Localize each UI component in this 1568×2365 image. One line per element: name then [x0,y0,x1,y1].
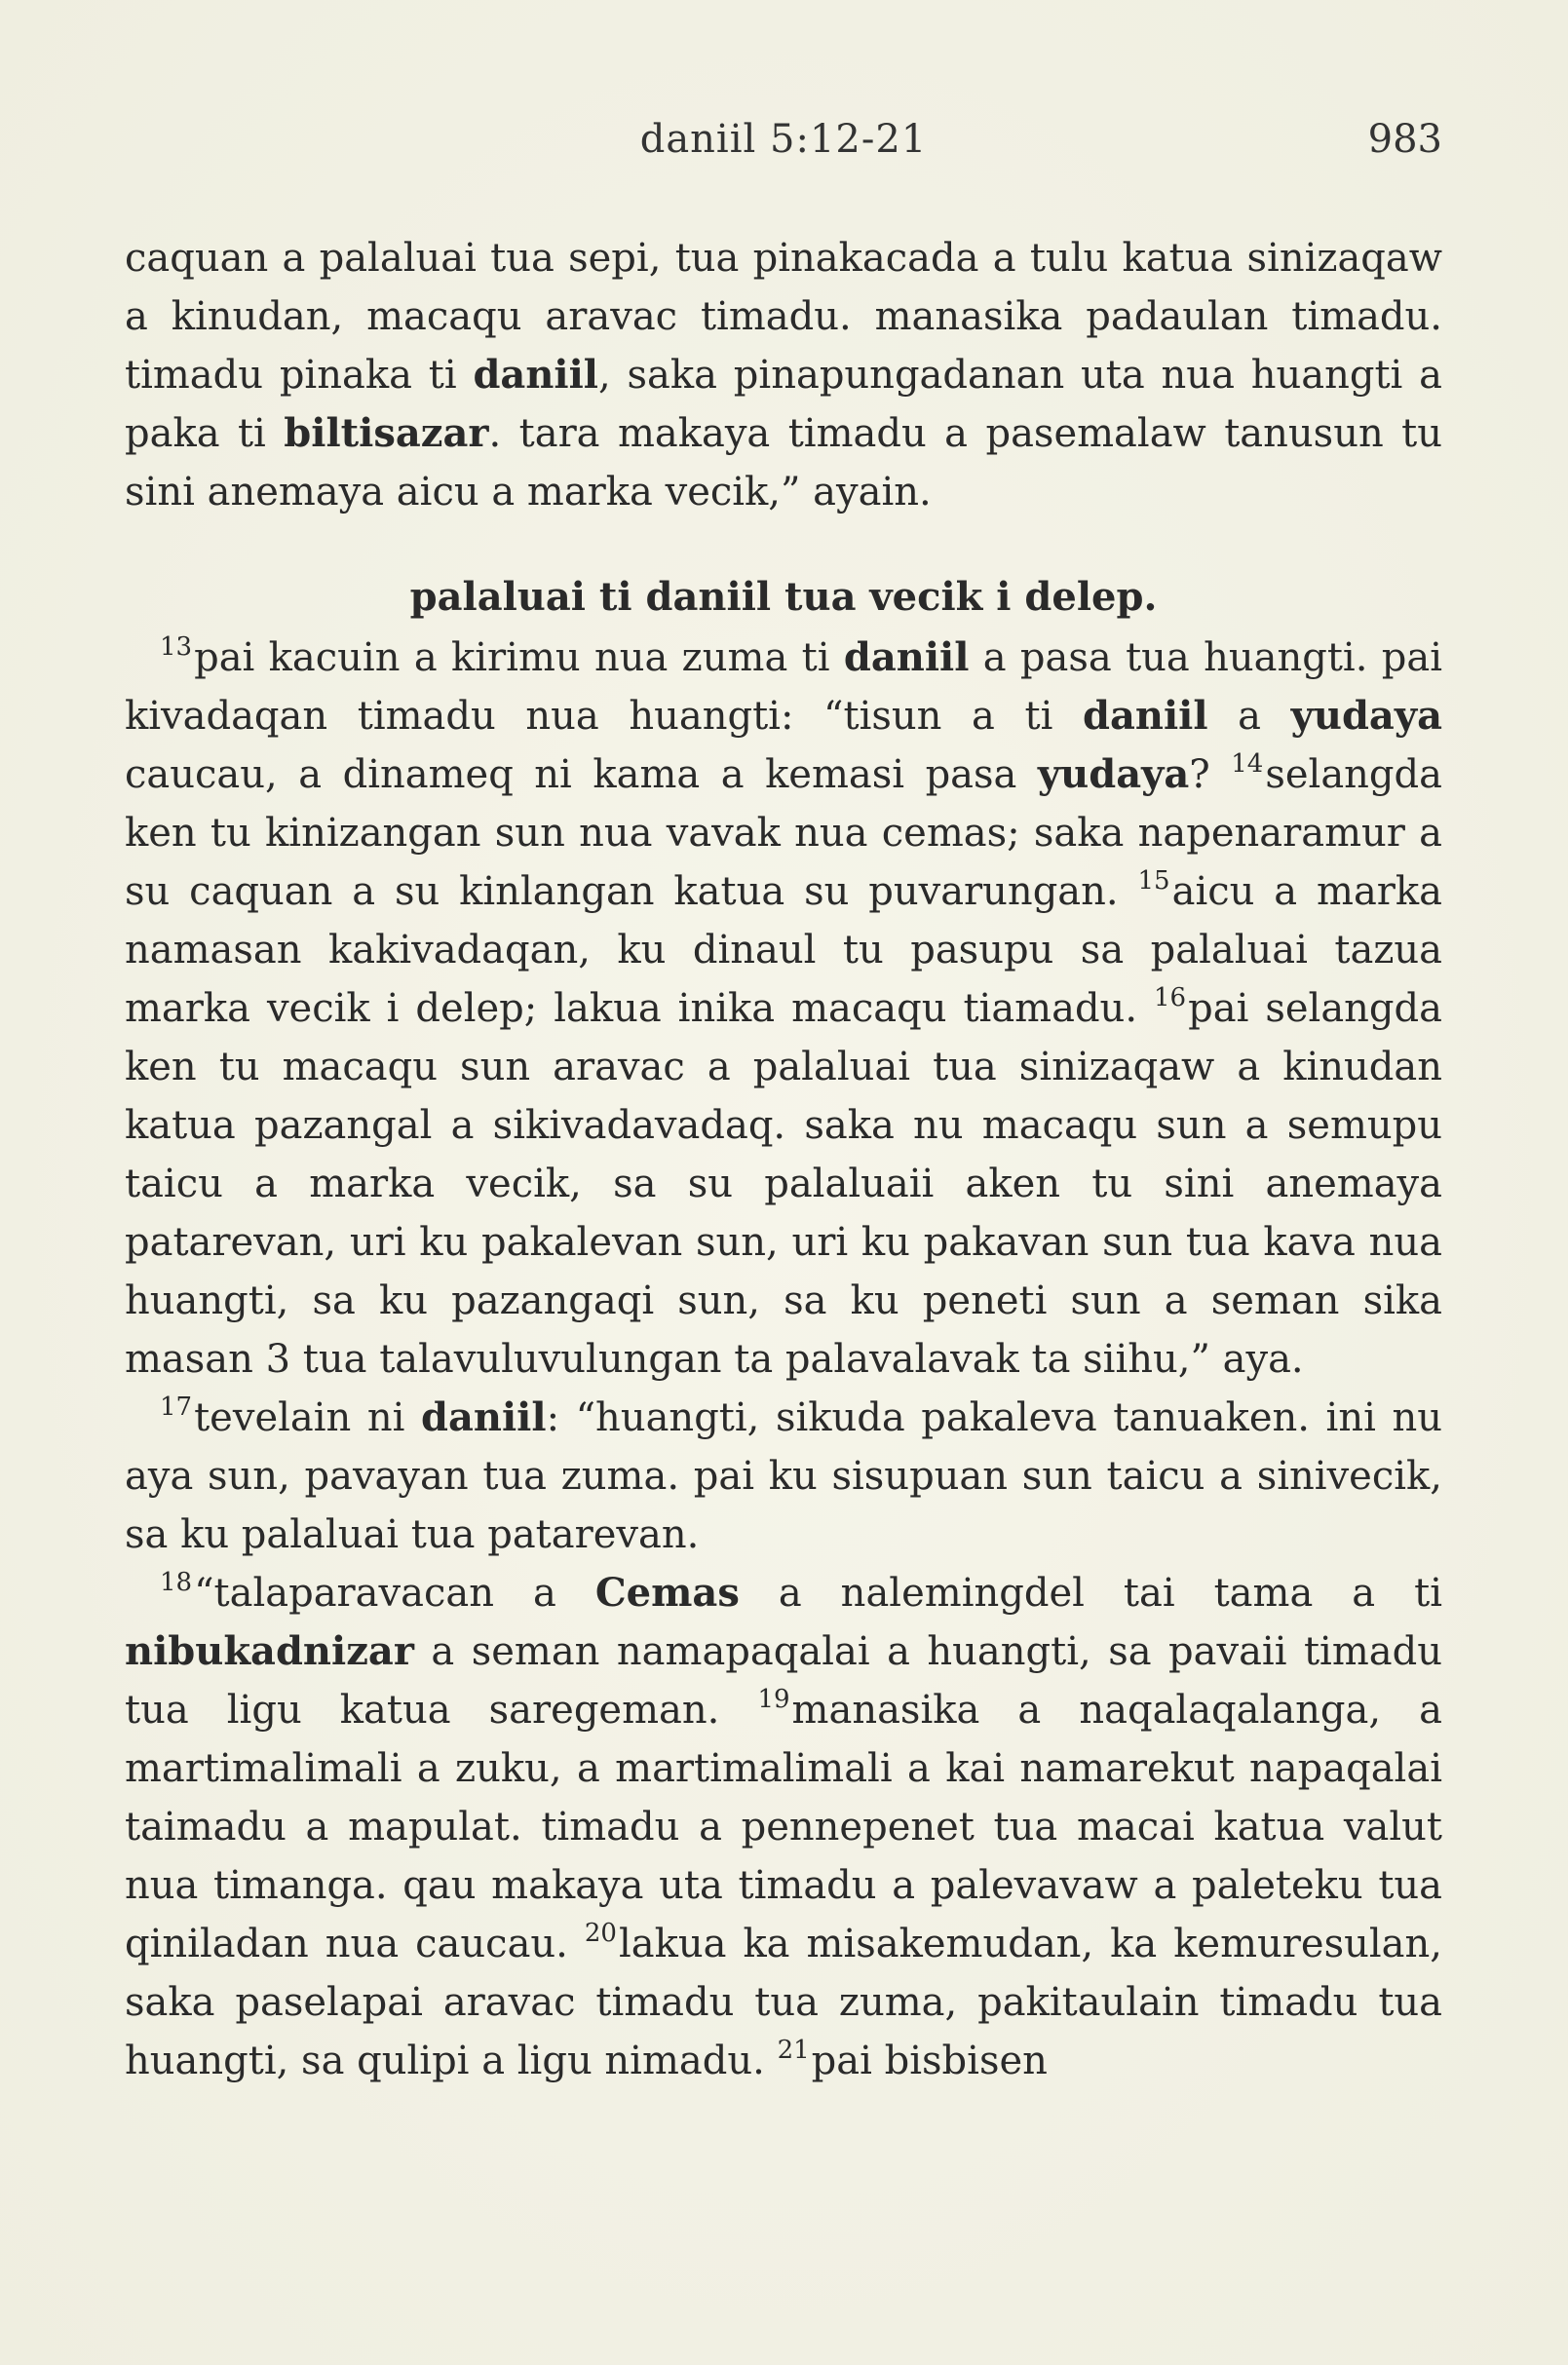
text-run: selangda ken tu kinizangan sun nua vavak nua cemas; saka napenaramur a su caquan a su kinlangan katua su puvarungan. [125,752,1442,914]
text-run: a seman namapaqalai a huangti, sa pavaii timadu tua ligu katua saregeman. [125,1629,1442,1733]
text-run: a pasa tua huangti. pai kivadaqan timadu nua huangti: “tisun a ti [125,635,1443,739]
verse-number: 13 [160,632,193,662]
text-run: . tara makaya timadu a pasemalaw tanusun tu sini anemaya aicu a marka vecik,” ayain. [125,411,1442,515]
text-run: caquan a palaluai tua sepi, tua pinakacada a tulu katua sinizaqaw a kinudan, macaqu aravac timadu. manasika padaulan timadu. timadu pinaka ti [125,236,1442,398]
body-text [125,229,1442,2090]
running-title: daniil 5:12-21 [639,117,928,162]
verse-number: 14 [1231,749,1264,779]
text-run: , saka pinapungadanan uta nua huangti a paka ti [125,353,1443,456]
text-run: “talaparavacan a [194,1571,595,1616]
name-bold: yudaya [1290,693,1442,739]
running-head [125,117,1442,175]
name-bold: yudaya [1037,751,1190,797]
name-bold: biltisazar [284,410,489,456]
text-run: tevelain ni [194,1395,421,1440]
text-run: aicu a marka namasan kakivadaqan, ku dinaul tu pasupu sa palaluai tazua marka vecik i delep; lakua inika macaqu tiamadu. [125,869,1442,1031]
paragraph-verses-18-21 [125,1564,1442,2090]
verse-number: 20 [584,1919,617,1948]
paragraph-verse-17 [125,1389,1442,1564]
section-heading: palaluai ti daniil tua vecik i delep. [409,574,1158,620]
text-run: a [1207,694,1291,739]
name-bold: daniil [473,352,598,398]
text-run: : “huangti, sikuda pakaleva tanuaken. ini nu aya sun, pavayan tua zuma. pai ku sisupuan sun taicu a sinivecik, sa ku palaluai tua patarevan. [125,1395,1442,1557]
name-bold: nibukadnizar [125,1628,414,1674]
verse-number: 17 [160,1392,193,1422]
text-run: manasika a naqalaqalanga, a martimalimali a zuku, a martimalimali a kai namarekut napaqalai taimadu a mapulat. timadu a pennepenet tua macai katua valut nua timanga. qau makaya uta timadu a palevavaw a paleteku tua qiniladan nua caucau. [125,1688,1443,1966]
name-bold: daniil [1082,693,1208,739]
text-run: pai kacuin a kirimu nua zuma ti [194,635,844,680]
verse-number: 19 [757,1685,790,1714]
paragraph-continuation [125,229,1442,521]
verse-number: 15 [1137,866,1170,896]
text-run: caucau, a dinameq ni kama a kemasi pasa [125,752,1038,797]
name-bold: daniil [843,634,970,680]
verse-number: 21 [777,2036,810,2065]
verse-number: 16 [1154,983,1187,1012]
name-bold: Cemas [594,1570,740,1616]
text-run: pai selangda ken tu macaqu sun aravac a palaluai tua sinizaqaw a kinudan katua pazangal a sikivadavadaq. saka nu macaqu sun a semupu taicu a marka vecik, sa su palaluaii aken tu sini anemaya patarevan, uri ku pakalevan sun, uri ku pakavan sun tua kava nua huangti, sa ku pazangaqi sun, sa ku peneti sun a seman sika masan 3 tua talavuluvulungan ta palavalavak ta siihu,” aya. [125,986,1442,1382]
text-run: a nalemingdel tai tama a ti [739,1571,1442,1616]
paragraph-verses-13-16 [125,629,1442,1389]
page-number: 983 [1367,117,1442,162]
text-run: ? [1189,752,1232,797]
text-run: pai bisbisen [811,2039,1048,2083]
verse-number: 18 [160,1568,193,1597]
name-bold: daniil [421,1394,547,1440]
text-run: lakua ka misakemudan, ka kemuresulan, saka paselapai aravac timadu tua zuma, pakitaulain timadu tua huangti, sa qulipi a ligu nimadu. [125,1922,1442,2083]
